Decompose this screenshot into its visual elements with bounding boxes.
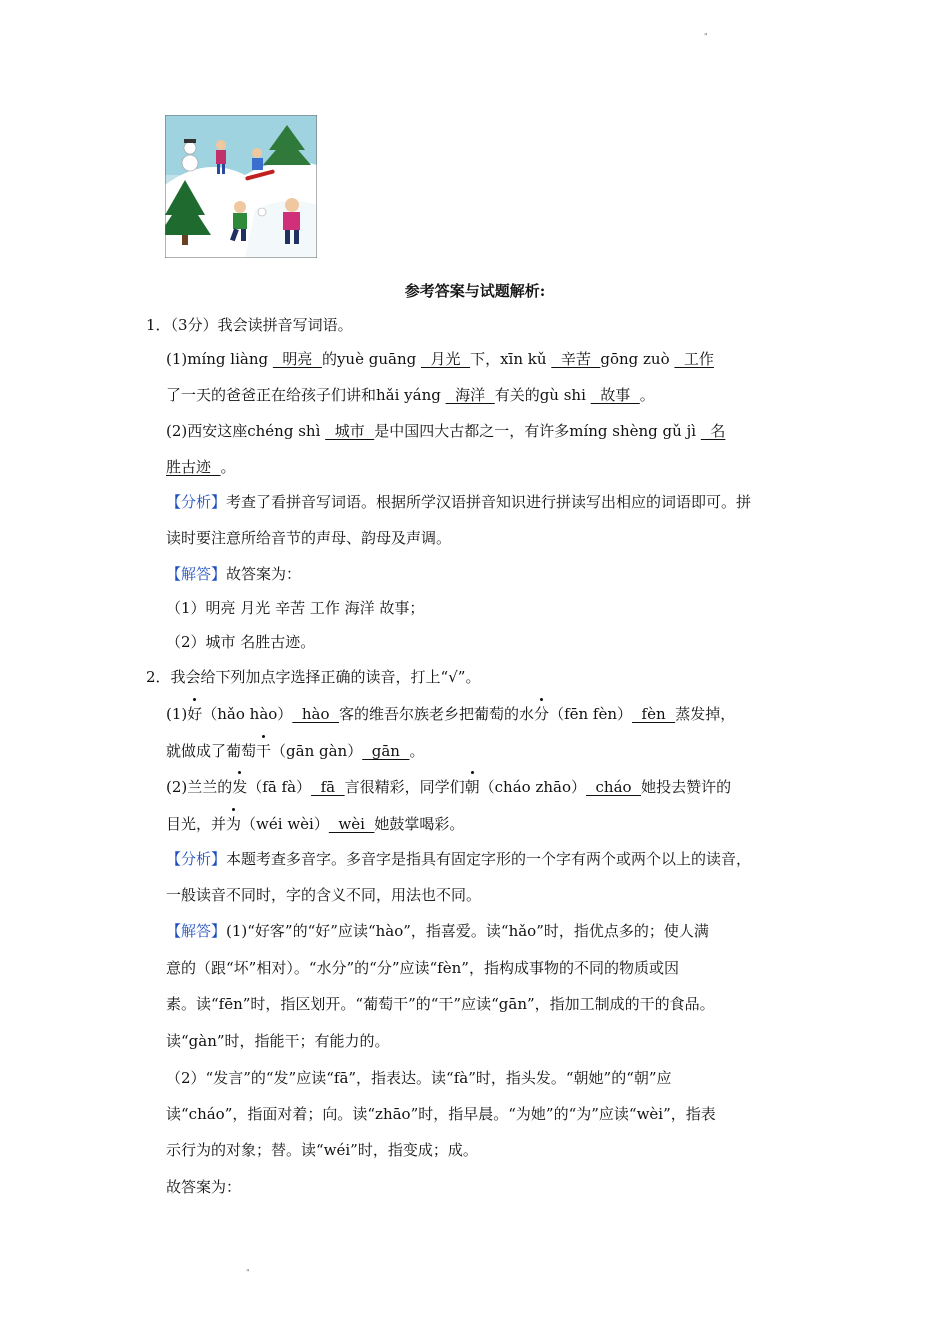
- q1-analysis-text1: 考查了看拼音写词语。根据所学汉语拼音知识进行拼读写出相应的词语即可。拼: [226, 493, 752, 511]
- q1-blank-7: 城市: [325, 422, 375, 440]
- q1-answer-1: （1）明亮 月光 辛苦 工作 海洋 故事；: [166, 599, 425, 617]
- q1-l3-text-c: 是中国四大古都之一，有许多míng shèng gǔ jì: [374, 422, 701, 440]
- q2-header: 2．我会给下列加点字选择正确的读音，打上“√”。: [146, 668, 481, 686]
- q2-analysis-text1: 本题考查多音字。多音字是指具有固定字形的一个字有两个或两个以上的读音，: [226, 850, 752, 868]
- q1-blank-6: 故事: [590, 386, 640, 404]
- q2-answer-line8: 故答案为：: [166, 1178, 242, 1196]
- q1-l1-text-a: (1)míng liàng: [166, 350, 273, 368]
- q2-l3-text-d: （cháo zhāo）: [479, 778, 586, 796]
- q1-line4: [166, 457, 236, 477]
- q2-l2-text-c: 。: [409, 742, 425, 760]
- q2-blank-4: fā: [311, 778, 345, 796]
- q1-blank-1: 明亮: [272, 350, 322, 368]
- q2-dotted-char-6: 为: [226, 815, 242, 833]
- q2-blank-2: fèn: [632, 705, 676, 723]
- q1-analysis-line1: [166, 492, 751, 512]
- q2-answer-line6: 读“cháo”，指面对着；向。读“zhāo”时，指早晨。“为她”的“为”应读“wèi”，指表: [166, 1105, 716, 1123]
- q2-l4-text-a: 目光，并: [166, 815, 227, 833]
- q2-l4-text-b: （wéi wèi）: [241, 815, 329, 833]
- q1-l1-text-c: 的yuè guāng: [321, 350, 421, 368]
- q1-blank-4: 工作: [674, 350, 714, 368]
- q2-dotted-char-3: 干: [256, 742, 272, 760]
- q2-analysis-line1: [166, 849, 751, 869]
- q1-answer-2: （2）城市 名胜古迹。: [166, 633, 316, 651]
- q2-l2-text-a: 就做成了葡萄: [166, 742, 257, 760]
- q1-l2-text-d: 。: [639, 386, 655, 404]
- q2-line3: [166, 777, 731, 797]
- q2-l3-text-a: (2)兰兰的: [166, 778, 233, 796]
- q2-dotted-char-4: 发: [232, 778, 248, 796]
- q2-l2-text-b: （gān gàn）: [271, 742, 363, 760]
- q2-l1-text-d: （fēn fèn）: [549, 705, 633, 723]
- q2-blank-1: hào: [292, 705, 340, 723]
- q2-answer-line2: 意的（跟“坏”相对）。“水分”的“分”应读“fèn”，指构成事物的不同的物质或因: [166, 959, 679, 977]
- q1-blank-3: 辛苦: [551, 350, 601, 368]
- q2-l1-text-f: 蒸发掉，: [675, 705, 736, 723]
- q2-answer-line3: 素。读“fēn”时，指区划开。“葡萄干”的“干”应读“gān”，指加工制成的干的食品。: [166, 995, 715, 1013]
- q2-answer-line5: （2）“发言”的“发”应读“fā”，指表达。读“fà”时，指头发。“朝她”的“朝”应: [166, 1069, 672, 1087]
- page-mark-top: ": [704, 32, 708, 41]
- q2-line1: [166, 704, 735, 724]
- q1-l2-text-c: 有关的gù shi: [494, 386, 591, 404]
- q2-blank-6: wèi: [328, 815, 375, 833]
- q2-line4: [166, 814, 464, 834]
- q2-blank-3: gān: [362, 742, 410, 760]
- q1-answer-intro: 故答案为：: [226, 565, 302, 583]
- q2-l1-text-a: (1): [166, 705, 188, 723]
- q1-blank-8a: 名: [700, 422, 726, 440]
- page-title: 参考答案与试题解析:: [404, 282, 546, 300]
- q2-answer-line1: [166, 921, 709, 941]
- q2-l3-text-f: 她投去赞许的: [641, 778, 732, 796]
- q1-blank-5: 海洋: [445, 386, 495, 404]
- q2-l4-text-c: 她鼓掌喝彩。: [374, 815, 465, 833]
- q1-line1: [166, 349, 714, 369]
- q2-analysis-line2: 一般读音不同时，字的含义不同，用法也不同。: [166, 886, 482, 904]
- q1-l1-text-e: gōng zuò: [600, 350, 675, 368]
- q2-dotted-char-1: 好: [187, 705, 203, 723]
- q2-l1-text-c: 客的维吾尔族老乡把葡萄的水: [339, 705, 535, 723]
- q2-l3-text-c: 言很精彩，同学们: [344, 778, 465, 796]
- q1-l3-text-a: (2)西安这座chéng shì: [166, 422, 326, 440]
- q2-l3-text-b: （fā fà）: [247, 778, 312, 796]
- q2-dotted-char-2: 分: [534, 705, 550, 723]
- q2-answer-text1: (1)“好客”的“好”应读“hào”，指喜爱。读“hǎo”时，指优点多的；使人满: [226, 922, 709, 940]
- q1-blank-8b: 胜古迹: [166, 458, 221, 476]
- q2-analysis-tag: 【分析】: [166, 850, 227, 868]
- page-mark-bottom: ": [246, 1268, 250, 1277]
- q1-l1-text-d: 下，xīn kǔ: [470, 350, 552, 368]
- winter-scene-illustration: [165, 115, 317, 258]
- q2-line2: [166, 741, 425, 761]
- q2-answer-line4: 读“gàn”时，指能干；有能力的。: [166, 1032, 390, 1050]
- q1-l2-text-a: 了一天的爸爸正在给孩子们讲和hǎi yáng: [166, 386, 446, 404]
- q1-blank-2: 月光: [420, 350, 471, 368]
- q1-answer-line: [166, 564, 301, 584]
- q1-analysis-line2: 读时要注意所给音节的声母、韵母及声调。: [166, 529, 452, 547]
- q2-answer-line7: 示行为的对象；替。读“wéi”时，指变成；成。: [166, 1141, 478, 1159]
- q1-header: 1．（3分）我会读拼音写词语。: [146, 316, 353, 334]
- q2-l1-text-b: （hǎo hào）: [202, 705, 293, 723]
- q2-dotted-char-5: 朝: [464, 778, 480, 796]
- q1-line2: [166, 385, 655, 405]
- q1-l4-text-a: 。: [220, 458, 236, 476]
- q2-answer-tag: 【解答】: [166, 922, 227, 940]
- q1-answer-tag: 【解答】: [166, 565, 227, 583]
- q1-analysis-tag: 【分析】: [166, 493, 227, 511]
- q1-line3: [166, 421, 725, 441]
- q2-blank-5: cháo: [585, 778, 642, 796]
